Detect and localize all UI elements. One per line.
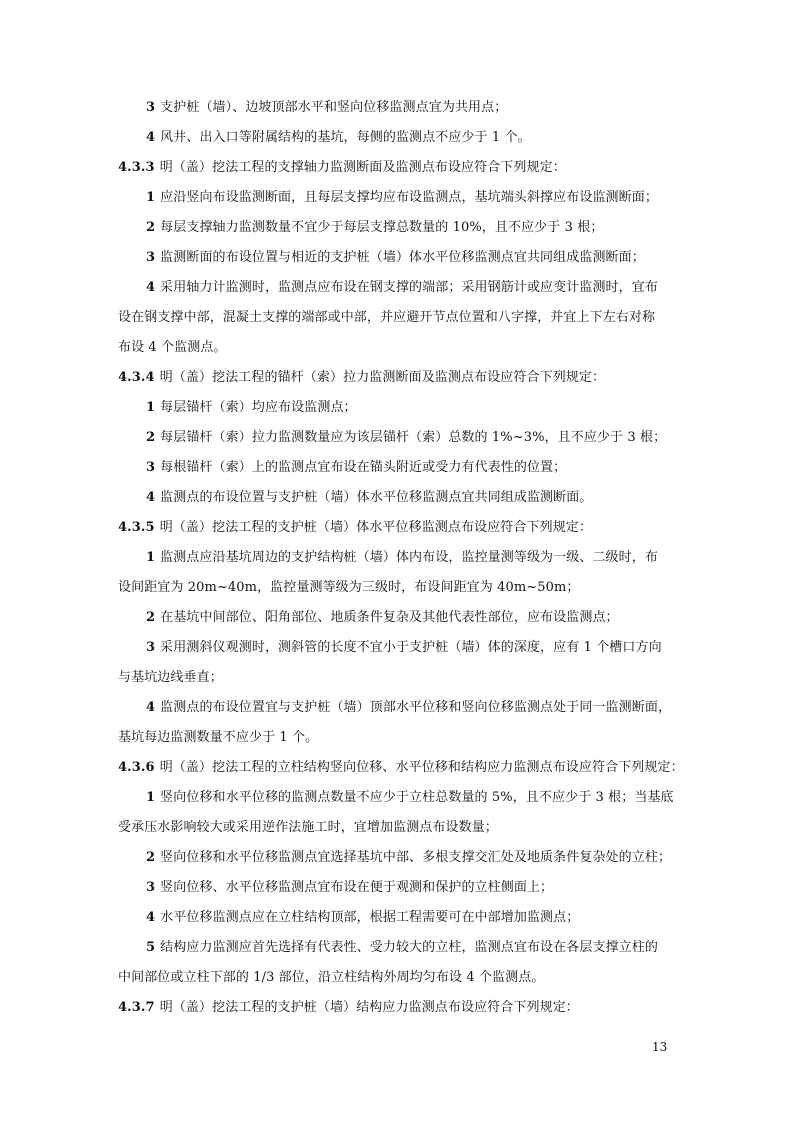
list-item: 3 采用测斜仪观测时，测斜管的长度不宜小于支护桩（墙）体的深度，应有 1 个槽口方向 [146, 640, 662, 655]
continuation-line: 基坑每边监测数量不应少于 1 个。 [118, 730, 319, 745]
continuation-line: 与基坑边线垂直； [118, 670, 223, 685]
list-item: 2 每层支撑轴力监测数量不宜少于每层支撑总数量的 10%，且不应少于 3 根； [146, 220, 604, 235]
list-item: 5 结构应力监测应首先选择有代表性、受力较大的立柱，监测点宜布设在各层支撑立柱的 [146, 940, 658, 955]
list-item: 3 支护桩（墙）、边坡顶部水平和竖向位移监测点宜为共用点； [146, 100, 508, 115]
clause-heading: 4.3.3 明（盖）挖法工程的支撑轴力监测断面及监测点布设应符合下列规定： [118, 160, 566, 175]
list-item: 4 水平位移监测点应在立柱结构顶部，根据工程需要可在中部增加监测点； [146, 910, 580, 925]
list-item: 4 采用轴力计监测时，监测点应布设在钢支撑的端部；采用钢筋计或应变计监测时，宜布 [146, 280, 658, 295]
clause-heading: 4.3.5 明（盖）挖法工程的支护桩（墙）体水平位移监测点布设应符合下列规定： [118, 520, 593, 535]
clause-heading: 4.3.6 明（盖）挖法工程的立柱结构竖向位移、水平位移和结构应力监测点布设应符合下列规定： [118, 760, 684, 775]
list-item: 3 监测断面的布设位置与相近的支护桩（墙）体水平位移监测点宜共同组成监测断面； [146, 250, 645, 265]
list-item: 4 监测点的布设位置与支护桩（墙）体水平位移监测点宜共同组成监测断面。 [146, 490, 593, 505]
list-item: 2 在基坑中间部位、阳角部位、地质条件复杂及其他代表性部位，应布设监测点； [146, 610, 619, 625]
clause-heading: 4.3.4 明（盖）挖法工程的锚杆（索）拉力监测断面及监测点布设应符合下列规定： [118, 370, 606, 385]
continuation-line: 设在钢支撑中部，混凝土支撑的端部或中部，并应避开节点位置和八字撑，并宜上下左右对称 [118, 310, 656, 325]
page-number: 13 [652, 1040, 668, 1054]
list-item: 1 竖向位移和水平位移的监测点数量不应少于立柱总数量的 5%，且不应少于 3 根；当基底 [146, 790, 674, 805]
continuation-line: 设间距宜为 20m~40m，监控量测等级为三级时，布设间距宜为 40m~50m； [118, 580, 580, 595]
list-item: 3 每根锚杆（索）上的监测点宜布设在锚头附近或受力有代表性的位置； [146, 460, 567, 475]
list-item: 2 每层锚杆（索）拉力监测数量应为该层锚杆（索）总数的 1%~3%，且不应少于 3 根； [146, 430, 667, 445]
document-body [118, 100, 684, 1030]
list-item: 4 风井、出入口等附属结构的基坑，每侧的监测点不应少于 1 个。 [146, 130, 531, 145]
list-item: 1 应沿竖向布设监测断面，且每层支撑均应布设监测点，基坑端头斜撑应布设监测断面； [146, 190, 658, 205]
list-item: 3 竖向位移、水平位移监测点宜布设在便于观测和保护的立柱侧面上； [146, 880, 554, 895]
list-item: 2 竖向位移和水平位移监测点宜选择基坑中部、多根支撑交汇处及地质条件复杂处的立柱； [146, 850, 672, 865]
clause-heading: 4.3.7 明（盖）挖法工程的支护桩（墙）结构应力监测点布设应符合下列规定： [118, 1000, 579, 1015]
list-item: 1 监测点应沿基坑周边的支护结构桩（墙）体内布设，监控量测等级为一级、二级时，布 [146, 550, 658, 565]
list-item: 1 每层锚杆（索）均应布设监测点； [146, 400, 357, 415]
continuation-line: 受承压水影响较大或采用逆作法施工时，宜增加监测点布设数量； [118, 820, 498, 835]
list-item: 4 监测点的布设位置宜与支护桩（墙）顶部水平位移和竖向位移监测点处于同一监测断面， [146, 700, 672, 715]
continuation-line: 布设 4 个监测点。 [118, 340, 227, 355]
continuation-line: 中间部位或立柱下部的 1/3 部位，沿立柱结构外周均匀布设 4 个监测点。 [118, 970, 545, 985]
